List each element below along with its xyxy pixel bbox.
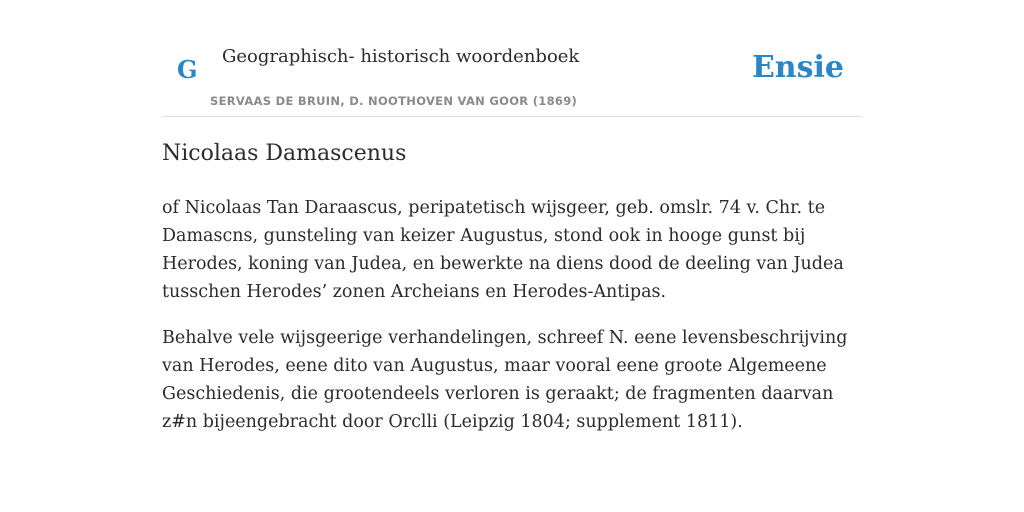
article-paragraph-2: Behalve vele wijsgeerige verhandelingen, schreef N. eene levensbeschrijving van Herodes, eene dito van Augustus, maar vooral eene groote Algemeene Geschiedenis, die grootendeels verloren is geraakt; de fragmenten daarvan z#n bijeengebracht door Orclli (Leipzig 1804; supplement 1811). xyxy=(162,328,848,432)
book-authors: SERVAAS DE BRUIN, D. NOOTHOVEN VAN GOOR (1869) xyxy=(210,94,578,108)
entry-title: Nicolaas Damascenus xyxy=(162,141,407,166)
book-header xyxy=(162,0,862,117)
ensie-logo-link[interactable]: Ensie xyxy=(751,50,844,85)
article-paragraph-1: of Nicolaas Tan Daraascus, peripatetisch wijsgeer, geb. omslr. 74 v. Chr. te Damascns, gunsteling van keizer Augustus, stond ook in hooge gunst bij Herodes, koning van Judea, en bewerkte na diens dood de deeling van Judea tusschen Herodes’ zonen Archeians en Herodes-Antipas. xyxy=(162,198,844,302)
article xyxy=(162,138,862,454)
index-letter-link[interactable]: G xyxy=(177,55,198,84)
book-title-link[interactable]: Geographisch- historisch woordenboek xyxy=(222,46,580,67)
